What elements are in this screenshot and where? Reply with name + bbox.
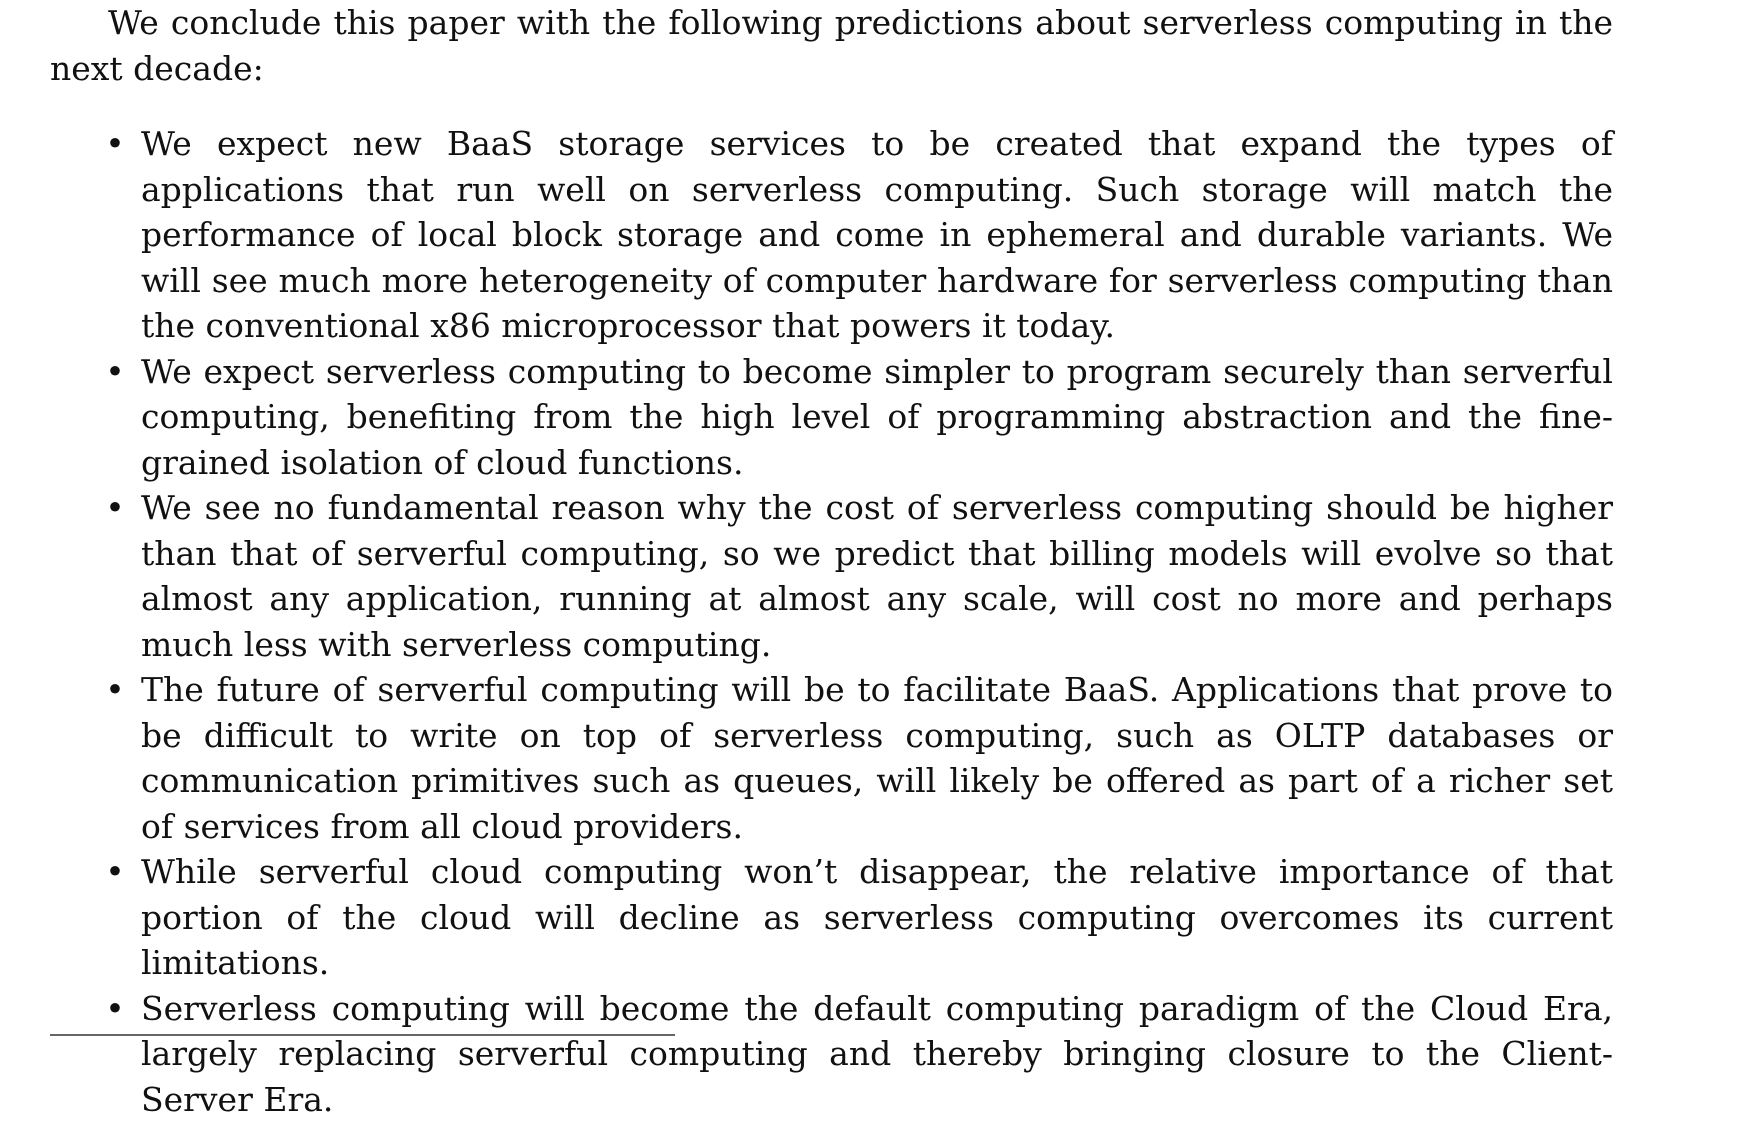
prediction-item-4 xyxy=(50,667,1613,849)
prediction-text: We expect new BaaS storage services to be created that expand the types of applications that run well on serverless computing. Such storage will match the performance of local block storage and come in ephemeral and durable variants. We will see much more heterogeneity of computer hardware for serverless computing than the conventional x86 microprocessor that powers it today. xyxy=(141,124,1613,345)
prediction-text: We see no fundamental reason why the cost of serverless computing should be higher than that of serverful computing, so we predict that billing models will evolve so that almost any application, running at almost any scale, will cost no more and perhaps much less with serverless computing. xyxy=(141,488,1613,664)
prediction-item-3 xyxy=(50,485,1613,667)
footnote-rule xyxy=(50,1034,675,1036)
predictions-list xyxy=(50,121,1613,1122)
bullet-icon: • xyxy=(105,667,125,713)
bullet-icon: • xyxy=(105,121,125,167)
prediction-text: The future of serverful computing will be to facilitate BaaS. Applications that prove to be difficult to write on top of serverless computing, such as OLTP databases or communication primitives such as queues, will likely be offered as part of a richer set of services from all cloud providers. xyxy=(141,670,1613,846)
bullet-icon: • xyxy=(105,986,125,1032)
prediction-item-1 xyxy=(50,121,1613,349)
prediction-item-6 xyxy=(50,986,1613,1122)
prediction-item-5 xyxy=(50,849,1613,986)
bullet-icon: • xyxy=(105,485,125,531)
intro-paragraph: We conclude this paper with the following predictions about serverless computing in the next decade: xyxy=(50,0,1613,91)
bullet-icon: • xyxy=(105,849,125,895)
paper-page xyxy=(50,0,1613,1122)
prediction-text: Serverless computing will become the default computing paradigm of the Cloud Era, largely replacing serverful computing and thereby bringing closure to the Client-Server Era. xyxy=(141,989,1613,1119)
prediction-item-2 xyxy=(50,349,1613,486)
prediction-text: While serverful cloud computing won’t disappear, the relative importance of that portion of the cloud will decline as serverless computing overcomes its current limitations. xyxy=(141,852,1613,982)
prediction-text: We expect serverless computing to become simpler to program securely than serverful computing, benefiting from the high level of programming abstraction and the fine-grained isolation of cloud functions. xyxy=(141,352,1613,482)
bullet-icon: • xyxy=(105,349,125,395)
